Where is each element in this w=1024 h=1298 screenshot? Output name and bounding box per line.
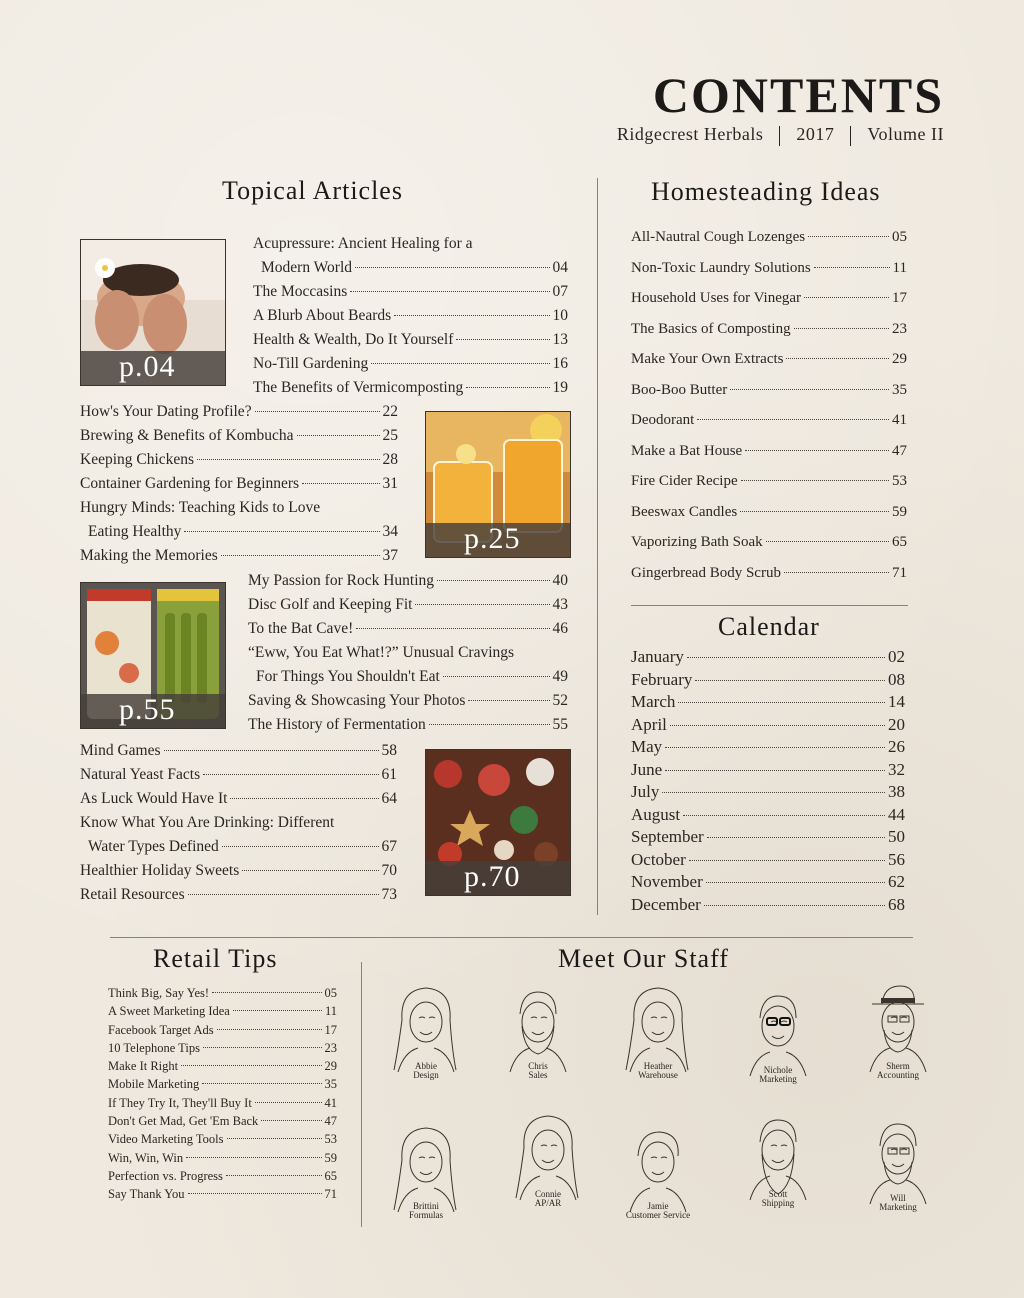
- calendar-month: June: [631, 759, 663, 779]
- toc-entry[interactable]: [631, 344, 907, 375]
- section-divider: [631, 605, 908, 606]
- toc-entry[interactable]: [80, 883, 397, 907]
- toc-entry-page: 73: [381, 886, 397, 903]
- toc-entry-page: 28: [382, 451, 398, 468]
- staff-role: Warehouse: [638, 1070, 678, 1080]
- staff-name: Scott: [768, 1189, 788, 1199]
- toc-entry-title: Fire Cider Recipe: [631, 473, 738, 489]
- toc-entry-page: 58: [381, 742, 397, 759]
- toc-entry-title: No-Till Gardening: [253, 355, 369, 372]
- calendar-entry[interactable]: [631, 736, 905, 759]
- topical-articles-list-3: [248, 569, 568, 737]
- meet-our-staff-title: Meet Our Staff: [558, 944, 729, 973]
- staff-member[interactable]: [610, 1120, 706, 1220]
- toc-entry-page: 29: [892, 351, 907, 367]
- staff-role: Customer Service: [625, 1210, 691, 1220]
- staff-name: Jamie: [647, 1201, 669, 1211]
- staff-name: Brittini: [412, 1201, 439, 1211]
- calendar-month: October: [631, 849, 686, 869]
- staff-role: Shipping: [761, 1198, 795, 1208]
- toc-entry-page: 17: [892, 290, 907, 306]
- toc-entry-page: 23: [324, 1040, 337, 1055]
- toc-entry-title: The Moccasins: [253, 283, 348, 300]
- toc-entry-page: 55: [552, 716, 568, 733]
- toc-entry[interactable]: [108, 1130, 337, 1148]
- toc-entry[interactable]: [80, 472, 398, 496]
- toc-entry-page: 41: [892, 412, 907, 428]
- toc-entry-page: 17: [324, 1022, 337, 1037]
- retail-tips-title: Retail Tips: [153, 944, 278, 973]
- toc-entry-title: Health & Wealth, Do It Yourself: [253, 331, 454, 348]
- toc-entry-page: 53: [324, 1132, 337, 1147]
- toc-entry-title: Hungry Minds: Teaching Kids to Love: [80, 499, 321, 516]
- calendar-page: 20: [888, 714, 905, 734]
- section-divider: [110, 937, 913, 938]
- toc-entry-page: 05: [892, 229, 907, 245]
- toc-entry[interactable]: [248, 689, 568, 713]
- toc-entry-page: 13: [552, 331, 568, 348]
- toc-entry-title: Perfection vs. Progress: [108, 1168, 223, 1183]
- toc-entry-page: 37: [382, 547, 398, 564]
- toc-entry[interactable]: [253, 232, 568, 256]
- toc-entry[interactable]: [631, 253, 907, 284]
- toc-entry-page: 19: [552, 379, 568, 396]
- toc-entry-title: Retail Resources: [80, 886, 185, 903]
- toc-entry[interactable]: [631, 436, 907, 467]
- toc-entry-title: Vaporizing Bath Soak: [631, 534, 763, 550]
- toc-entry[interactable]: [80, 811, 397, 835]
- toc-entry-title: For Things You Shouldn't Eat: [256, 668, 440, 685]
- toc-entry[interactable]: [108, 984, 337, 1002]
- staff-role: Sales: [528, 1070, 548, 1080]
- toc-entry-title: To the Bat Cave!: [248, 620, 354, 637]
- staff-name: Heather: [643, 1061, 673, 1071]
- homesteading-ideas-title: Homesteading Ideas: [651, 177, 881, 206]
- toc-entry-page: 59: [324, 1150, 337, 1165]
- toc-entry[interactable]: [248, 713, 568, 737]
- topical-articles-list-2: [80, 400, 398, 568]
- toc-entry[interactable]: [80, 835, 397, 859]
- toc-entry[interactable]: [80, 448, 398, 472]
- toc-entry-title: Deodorant: [631, 412, 695, 428]
- toc-entry[interactable]: [248, 593, 568, 617]
- toc-entry-page: 41: [324, 1095, 337, 1110]
- toc-entry-title: Think Big, Say Yes!: [108, 986, 210, 1000]
- staff-member[interactable]: [730, 984, 826, 1084]
- article-thumbnail-kombucha[interactable]: [425, 411, 571, 558]
- toc-entry-page: 22: [382, 403, 398, 420]
- topical-articles-list-1: [253, 232, 568, 400]
- calendar-entry[interactable]: [631, 871, 905, 894]
- calendar-entry[interactable]: [631, 714, 905, 737]
- toc-entry[interactable]: [108, 1185, 337, 1203]
- page-badge: p.55: [81, 694, 225, 728]
- toc-entry-page: 40: [552, 572, 568, 589]
- topical-articles-title: Topical Articles: [222, 176, 403, 205]
- toc-entry[interactable]: [248, 665, 568, 689]
- staff-member[interactable]: [500, 1108, 596, 1208]
- toc-entry-title: Win, Win, Win: [108, 1150, 184, 1165]
- topical-articles-list-4: [80, 739, 397, 907]
- calendar-month: April: [631, 714, 667, 734]
- calendar-month: December: [631, 894, 701, 914]
- calendar-month: September: [631, 827, 704, 846]
- page-badge: p.70: [426, 861, 570, 895]
- staff-member[interactable]: [490, 980, 586, 1080]
- toc-entry-title: Container Gardening for Beginners: [80, 475, 300, 492]
- toc-entry-page: 23: [892, 320, 907, 337]
- toc-entry-title: Mind Games: [80, 742, 161, 759]
- toc-entry-title: Facebook Target Ads: [108, 1022, 214, 1037]
- toc-entry-title: Make Your Own Extracts: [631, 351, 784, 367]
- issue-volume: Volume II: [867, 124, 944, 144]
- toc-entry[interactable]: [253, 352, 568, 376]
- toc-entry-title: The History of Fermentation: [248, 716, 426, 733]
- toc-entry[interactable]: [108, 1021, 337, 1039]
- toc-entry-title: Acupressure: Ancient Healing for a: [253, 235, 473, 252]
- calendar-month: November: [631, 872, 703, 891]
- divider: [779, 126, 780, 146]
- toc-entry[interactable]: [631, 405, 907, 436]
- toc-entry-page: 10: [552, 307, 568, 324]
- toc-entry-title: Make a Bat House: [631, 442, 743, 459]
- toc-entry-page: 67: [381, 838, 397, 855]
- divider: [850, 126, 851, 146]
- toc-entry-page: 34: [382, 523, 398, 540]
- toc-entry[interactable]: [248, 569, 568, 593]
- staff-role: Accounting: [877, 1070, 919, 1080]
- toc-entry-page: 35: [324, 1077, 337, 1092]
- toc-entry[interactable]: [80, 424, 398, 448]
- issue-year: 2017: [796, 124, 835, 144]
- calendar-page: 62: [888, 872, 905, 891]
- toc-entry-page: 61: [381, 766, 397, 783]
- toc-entry-page: 65: [324, 1168, 337, 1183]
- staff-member[interactable]: [378, 980, 474, 1080]
- column-divider: [361, 962, 362, 1227]
- staff-name: Will: [890, 1193, 906, 1203]
- toc-entry-title: Natural Yeast Facts: [80, 766, 201, 783]
- calendar-month: March: [631, 692, 676, 711]
- calendar-month: January: [631, 647, 684, 666]
- page-title: CONTENTS: [652, 67, 944, 123]
- toc-entry[interactable]: [253, 304, 568, 328]
- toc-entry-title: Non-Toxic Laundry Solutions: [631, 259, 811, 276]
- staff-name: Sherm: [886, 1061, 910, 1071]
- toc-entry-title: All-Nautral Cough Lozenges: [631, 229, 806, 245]
- toc-entry-page: 46: [552, 620, 568, 637]
- calendar-entry[interactable]: [631, 669, 905, 692]
- toc-entry-title: Healthier Holiday Sweets: [80, 862, 240, 879]
- toc-entry-page: 29: [324, 1059, 337, 1074]
- article-thumbnail-fermentation[interactable]: [80, 582, 226, 729]
- toc-entry-title: As Luck Would Have It: [80, 790, 228, 807]
- toc-entry[interactable]: [108, 1039, 337, 1057]
- toc-entry-page: 25: [382, 427, 398, 444]
- toc-entry-page: 71: [892, 564, 907, 581]
- toc-entry[interactable]: [80, 520, 398, 544]
- toc-entry[interactable]: [631, 497, 907, 528]
- toc-entry-page: 11: [324, 1004, 337, 1019]
- toc-entry[interactable]: [80, 544, 398, 568]
- calendar-entry[interactable]: [631, 646, 905, 669]
- toc-entry-page: 71: [324, 1187, 337, 1202]
- toc-entry-title: Gingerbread Body Scrub: [631, 564, 781, 581]
- toc-entry-page: 65: [892, 534, 907, 550]
- toc-entry-page: 70: [381, 862, 397, 879]
- calendar-page: 32: [888, 759, 905, 779]
- toc-entry-title: Make It Right: [108, 1059, 179, 1074]
- staff-member[interactable]: [378, 1120, 474, 1220]
- toc-entry[interactable]: [80, 763, 397, 787]
- homesteading-ideas-list: [631, 222, 907, 588]
- calendar-page: 44: [888, 804, 905, 824]
- toc-entry-title: How's Your Dating Profile?: [80, 403, 252, 420]
- staff-member[interactable]: [730, 1108, 826, 1208]
- toc-entry-title: Household Uses for Vinegar: [631, 290, 802, 306]
- toc-entry-page: 43: [552, 596, 568, 613]
- staff-member[interactable]: [850, 980, 946, 1080]
- toc-entry[interactable]: [253, 280, 568, 304]
- staff-role: AP/AR: [534, 1198, 562, 1208]
- toc-entry-page: 04: [552, 259, 568, 276]
- toc-entry[interactable]: [631, 314, 907, 345]
- toc-entry[interactable]: [631, 527, 907, 558]
- calendar-page: 08: [888, 669, 905, 689]
- calendar-entry[interactable]: [631, 691, 905, 714]
- toc-entry-title: Mobile Marketing: [108, 1077, 200, 1092]
- toc-entry-page: 11: [892, 259, 907, 276]
- staff-name: Chris: [528, 1061, 548, 1071]
- toc-entry-page: 35: [892, 381, 907, 398]
- toc-entry[interactable]: [631, 466, 907, 497]
- toc-entry-page: 31: [382, 475, 398, 492]
- staff-member[interactable]: [610, 980, 706, 1080]
- toc-entry-title: The Benefits of Vermicomposting: [253, 379, 464, 396]
- toc-entry[interactable]: [80, 787, 397, 811]
- calendar-page: 68: [888, 894, 905, 914]
- calendar-entry[interactable]: [631, 781, 905, 804]
- staff-name: Nichole: [763, 1065, 793, 1075]
- publication-line: [617, 124, 944, 146]
- toc-entry-page: 53: [892, 473, 907, 489]
- toc-entry[interactable]: [80, 739, 397, 763]
- toc-entry-title: Beeswax Candles: [631, 503, 738, 520]
- publisher-name: Ridgecrest Herbals: [616, 124, 764, 144]
- toc-entry-title: A Sweet Marketing Idea: [108, 1004, 230, 1019]
- staff-name: Connie: [535, 1189, 561, 1199]
- toc-entry-page: 07: [552, 283, 568, 300]
- toc-entry-title: My Passion for Rock Hunting: [248, 572, 434, 589]
- calendar-page: 02: [888, 647, 905, 666]
- toc-entry[interactable]: [631, 375, 907, 406]
- calendar-entry[interactable]: [631, 849, 905, 872]
- toc-entry-page: 52: [552, 692, 568, 709]
- toc-entry-title: The Basics of Composting: [631, 320, 791, 337]
- toc-entry-page: 47: [892, 442, 907, 459]
- staff-role: Marketing: [759, 1074, 797, 1084]
- calendar-page: 50: [888, 827, 905, 846]
- calendar-title: Calendar: [718, 612, 820, 641]
- toc-entry-title: Boo-Boo Butter: [631, 381, 728, 398]
- toc-entry-title: Eating Healthy: [88, 523, 182, 540]
- toc-entry[interactable]: [80, 859, 397, 883]
- toc-entry-title: “Eww, You Eat What!?” Unusual Cravings: [248, 644, 515, 661]
- toc-entry[interactable]: [108, 1057, 337, 1075]
- calendar-page: 38: [888, 782, 905, 801]
- toc-entry-title: Say Thank You: [108, 1187, 185, 1202]
- calendar-entry[interactable]: [631, 804, 905, 827]
- calendar-month: May: [631, 737, 663, 756]
- toc-entry-page: 05: [324, 986, 337, 1000]
- toc-entry[interactable]: [108, 1002, 337, 1020]
- toc-entry[interactable]: [108, 1094, 337, 1112]
- toc-entry-title: A Blurb About Beards: [253, 307, 392, 324]
- toc-entry[interactable]: [631, 283, 907, 314]
- calendar-page: 14: [888, 692, 905, 711]
- calendar-entry[interactable]: [631, 759, 905, 782]
- toc-entry-title: Keeping Chickens: [80, 451, 195, 468]
- toc-entry-title: Making the Memories: [80, 547, 218, 564]
- toc-entry-title: Modern World: [261, 259, 353, 276]
- toc-entry[interactable]: [80, 496, 398, 520]
- staff-role: Marketing: [879, 1202, 917, 1212]
- toc-entry[interactable]: [253, 328, 568, 352]
- toc-entry[interactable]: [631, 222, 907, 253]
- calendar-entry[interactable]: [631, 894, 905, 917]
- article-thumbnail-acupressure[interactable]: [80, 239, 226, 386]
- toc-entry-title: Don't Get Mad, Get 'Em Back: [108, 1114, 259, 1129]
- toc-entry-title: If They Try It, They'll Buy It: [108, 1095, 252, 1110]
- toc-entry-title: Brewing & Benefits of Kombucha: [80, 427, 294, 444]
- toc-entry-page: 47: [324, 1114, 337, 1129]
- calendar-entry[interactable]: [631, 826, 905, 849]
- staff-role: Design: [413, 1070, 439, 1080]
- toc-entry[interactable]: [253, 376, 568, 400]
- staff-role: Formulas: [408, 1210, 443, 1220]
- toc-entry-title: Water Types Defined: [88, 838, 219, 855]
- toc-entry-page: 64: [381, 790, 397, 807]
- page-badge: p.25: [426, 523, 570, 557]
- toc-entry[interactable]: [108, 1075, 337, 1093]
- toc-entry-title: Know What You Are Drinking: Different: [80, 814, 335, 831]
- toc-entry-title: Saving & Showcasing Your Photos: [248, 692, 466, 709]
- toc-entry-title: 10 Telephone Tips: [108, 1040, 200, 1055]
- toc-entry[interactable]: [80, 400, 398, 424]
- toc-entry[interactable]: [631, 558, 907, 589]
- page-badge: p.04: [81, 351, 225, 385]
- calendar-month: July: [631, 782, 660, 801]
- toc-entry-title: Disc Golf and Keeping Fit: [248, 596, 413, 613]
- toc-entry[interactable]: [253, 256, 568, 280]
- toc-entry-page: 16: [552, 355, 568, 372]
- toc-entry-title: Video Marketing Tools: [108, 1132, 224, 1147]
- retail-tips-list: [108, 984, 337, 1204]
- toc-entry[interactable]: [108, 1149, 337, 1167]
- calendar-page: 26: [888, 737, 905, 756]
- calendar-month: August: [631, 804, 681, 824]
- toc-entry[interactable]: [248, 617, 568, 641]
- staff-member[interactable]: [850, 1112, 946, 1212]
- article-thumbnail-holiday-sweets[interactable]: [425, 749, 571, 896]
- calendar-list: [631, 646, 905, 916]
- toc-entry[interactable]: [108, 1167, 337, 1185]
- calendar-month: February: [631, 669, 693, 689]
- toc-entry-page: 49: [552, 668, 568, 685]
- toc-entry[interactable]: [108, 1112, 337, 1130]
- calendar-page: 56: [888, 849, 905, 869]
- toc-entry-page: 59: [892, 503, 907, 520]
- staff-name: Abbie: [415, 1061, 437, 1071]
- column-divider: [597, 178, 598, 915]
- toc-entry[interactable]: [248, 641, 568, 665]
